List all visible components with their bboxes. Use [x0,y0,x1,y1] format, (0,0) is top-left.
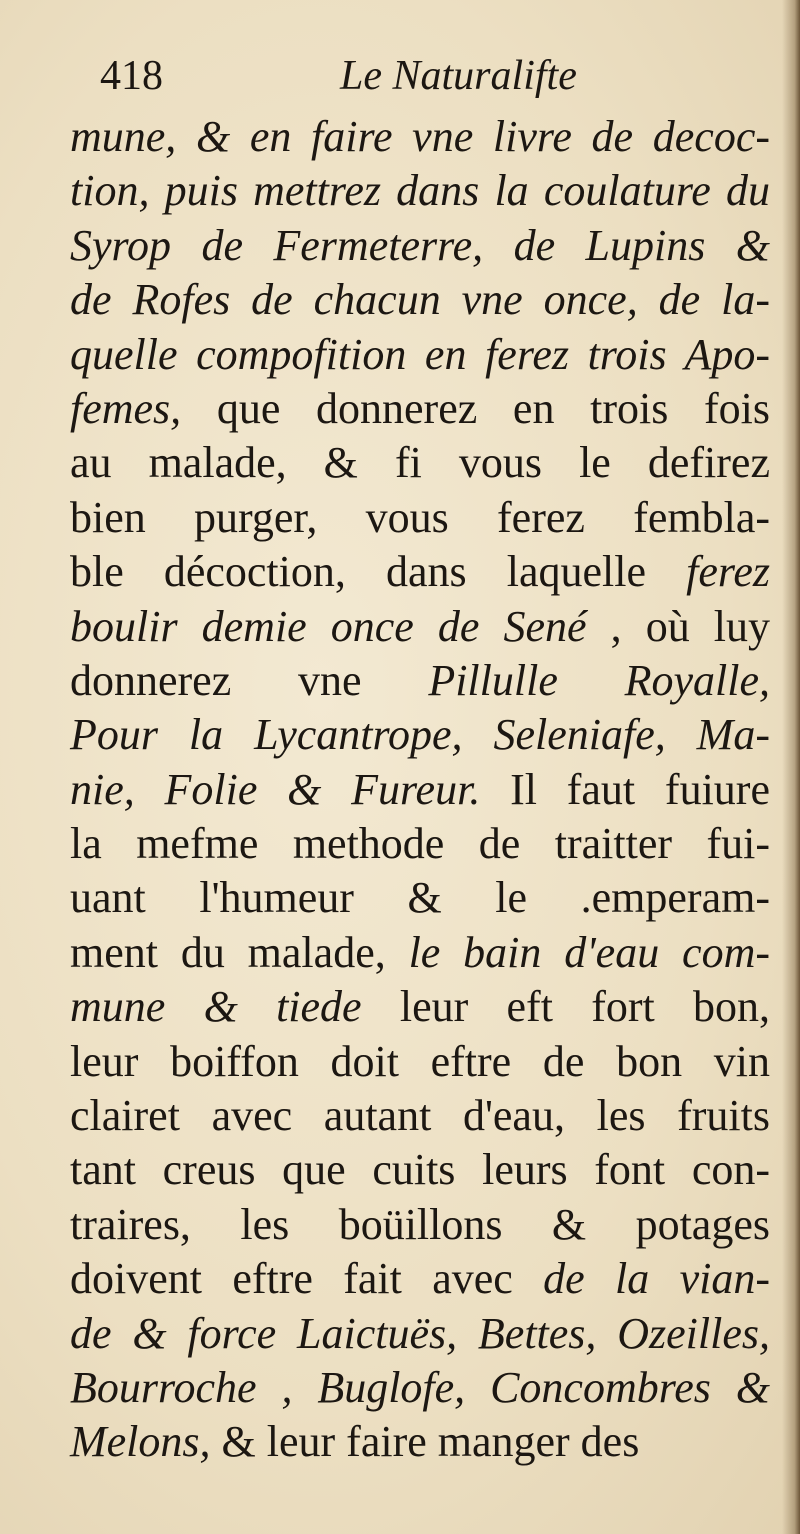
text-line [70,1035,770,1089]
italic-text-run: quelle compofition en ferez trois Apo- [70,329,770,379]
running-header [100,40,740,110]
text-line [70,1089,770,1143]
italic-text-run: de Rofes de chacun vne once, de la- [70,275,770,325]
text-line [70,1198,770,1252]
text-line [70,328,770,382]
roman-text-run: au malade, & fi vous le defirez [70,438,770,488]
roman-text-run: que donnerez en trois fois [181,383,770,433]
roman-text-run: tant creus que cuits leurs font con- [70,1145,770,1195]
roman-text-run: Il faut fuiure [480,764,770,814]
roman-text-run: ment du malade, [70,927,409,977]
text-line [70,763,770,817]
italic-text-run: femes, [70,383,182,433]
roman-text-run: bien purger, vous ferez fembla- [70,492,770,542]
roman-text-run: traires, les boüillons & potages [70,1199,770,1249]
text-line [70,491,770,545]
roman-text-run: leur eft fort bon, [361,982,770,1032]
text-line [70,871,770,925]
italic-text-run: ferez [686,547,770,597]
italic-text-run: le bain d'eau com- [408,927,771,977]
text-line [70,926,770,980]
italic-text-run: de & force Laictuës, Bettes, Ozeilles, [70,1308,770,1358]
text-line [70,1252,770,1306]
page-number: 418 [100,53,163,99]
text-line [70,545,770,599]
italic-text-run: nie, Folie & Fureur. [70,764,481,814]
page-edge-shadow [782,0,800,1534]
text-line [70,600,770,654]
roman-text-run: donnerez vne [70,655,429,705]
italic-text-run: mune & tiede [70,982,362,1032]
text-line [70,273,770,327]
italic-text-run: tion, puis mettrez dans la coulature du [70,166,770,216]
text-line [70,164,770,218]
roman-text-run: clairet avec autant d'eau, les fruits [70,1091,770,1141]
roman-text-run: & leur faire manger des [210,1417,640,1467]
text-line [70,1307,770,1361]
roman-text-run: doivent eftre fait avec [70,1254,544,1304]
text-line [70,436,770,490]
running-title: Le Naturalifte [340,53,577,99]
italic-text-run: boulir demie once de Sené [70,601,587,651]
roman-text-run: , où luy [586,601,770,651]
italic-text-run: Syrop de Fermeterre, de Lupins & [70,220,770,270]
italic-text-run: Pillulle Royalle, [428,655,770,705]
italic-text-run: de la vian- [543,1254,770,1304]
italic-text-run: Pour la Lycantrope, Seleniafe, Ma- [70,710,770,760]
text-line [70,1361,770,1415]
text-line [70,110,770,164]
italic-text-run: Bourroche , Buglofe, Concombres & [70,1362,770,1412]
roman-text-run: la mefme methode de traitter fui- [70,819,770,869]
text-line [70,382,770,436]
text-line [70,654,770,708]
roman-text-run: leur boiffon doit eftre de bon vin [70,1036,770,1086]
italic-text-run: Melons, [70,1417,211,1467]
text-line [70,817,770,871]
text-line [70,980,770,1034]
roman-text-run: ble décoction, dans laquelle [70,547,687,597]
text-line [70,219,770,273]
text-line [70,1415,770,1469]
italic-text-run: mune, & en faire vne livre de decoc- [70,112,770,161]
text-line [70,708,770,762]
roman-text-run: uant l'humeur & le .emperam- [70,873,770,923]
text-line [70,1143,770,1197]
body-text [70,110,770,1470]
